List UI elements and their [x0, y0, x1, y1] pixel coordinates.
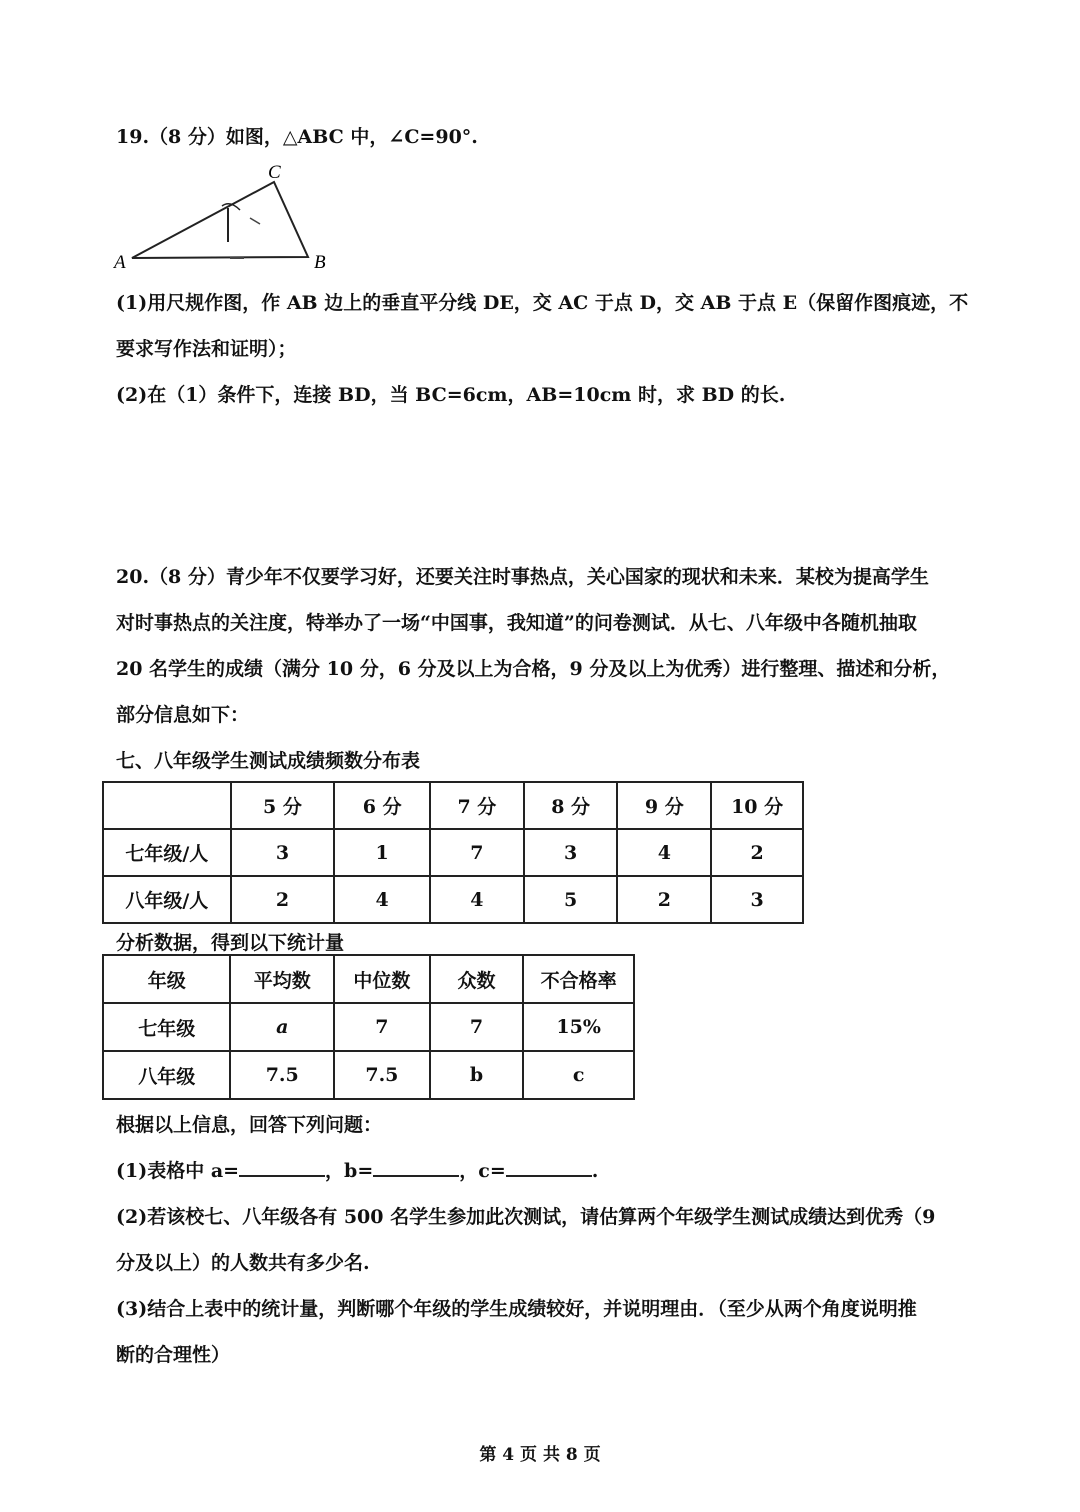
part1-end: . — [591, 1160, 599, 1182]
header-cell: 10 分 — [711, 782, 803, 829]
header-cell: 8 分 — [524, 782, 618, 829]
table-cell: 5 — [524, 876, 618, 923]
q20-ask: 根据以上信息，回答下列问题： — [116, 1114, 383, 1136]
q20-part3-line2: 断的合理性） — [116, 1344, 231, 1366]
q20-part1 — [116, 1156, 598, 1183]
table2-title: 分析数据，得到以下统计量 — [116, 932, 345, 954]
table-cell: 3 — [711, 876, 803, 923]
table-cell: 4 — [617, 829, 711, 876]
table-cell: 7 — [430, 1003, 524, 1051]
row-label: 七年级 — [103, 1003, 230, 1051]
header-cell: 中位数 — [334, 955, 430, 1003]
header-cell: 平均数 — [230, 955, 334, 1003]
row-label: 八年级/人 — [103, 876, 231, 923]
label-c: C — [268, 162, 281, 183]
q19-heading: 19.（8 分）如图，△ABC 中，∠C=90°. — [116, 126, 478, 148]
header-cell: 5 分 — [231, 782, 335, 829]
q20-part2-line1: (2)若该校七、八年级各有 500 名学生参加此次测试，请估算两个年级学生测试成绩达到优秀（9 — [116, 1206, 936, 1228]
answer-blank-c[interactable] — [506, 1157, 592, 1177]
table-cell: c — [523, 1051, 634, 1099]
table-row — [103, 1003, 634, 1051]
answer-blank-a[interactable] — [239, 1157, 325, 1177]
q19-part2: (2)在（1）条件下，连接 BD，当 BC=6cm，AB=10cm 时，求 BD 的长. — [116, 384, 786, 406]
table-cell: 2 — [231, 876, 335, 923]
table-cell: 15% — [523, 1003, 634, 1051]
triangle-abc — [132, 182, 308, 258]
table-cell: 2 — [711, 829, 803, 876]
q20-part3-line1: (3)结合上表中的统计量，判断哪个年级的学生成绩较好，并说明理由．（至少从两个角度说明推 — [116, 1298, 917, 1320]
header-cell — [103, 782, 231, 829]
statistics-header-row — [103, 955, 634, 1003]
table-cell: 7.5 — [334, 1051, 430, 1099]
table-cell: a — [230, 1003, 334, 1051]
part1-prefix: (1)表格中 a= — [116, 1160, 240, 1182]
table-cell: 4 — [430, 876, 524, 923]
part1-b-label: ，b= — [325, 1160, 374, 1182]
table-cell: 4 — [334, 876, 430, 923]
q20-line1: 20.（8 分）青少年不仅要学习好，还要关注时事热点，关心国家的现状和未来．某校为提高学生 — [116, 566, 929, 588]
q19-part1-line1: (1)用尺规作图，作 AB 边上的垂直平分线 DE，交 AC 于点 D，交 AB 于点 E（保留作图痕迹，不 — [116, 292, 969, 314]
statistics-table — [102, 954, 635, 1100]
table-cell: 7 — [430, 829, 524, 876]
part1-c-label: ，c= — [459, 1160, 506, 1182]
table-row — [103, 876, 803, 923]
table-cell: 3 — [231, 829, 335, 876]
table1-title: 七、八年级学生测试成绩频数分布表 — [116, 750, 421, 772]
header-cell: 9 分 — [617, 782, 711, 829]
header-cell: 众数 — [430, 955, 524, 1003]
construction-mark — [250, 218, 260, 224]
table-row — [103, 1051, 634, 1099]
label-a: A — [114, 252, 126, 273]
table-row — [103, 829, 803, 876]
page-footer: 第 4 页 共 8 页 — [479, 1445, 601, 1465]
table-cell: 2 — [617, 876, 711, 923]
q20-line4: 部分信息如下： — [116, 704, 250, 726]
header-cell: 6 分 — [334, 782, 430, 829]
header-cell: 7 分 — [430, 782, 524, 829]
q19-part1-line2: 要求写作法和证明）； — [116, 338, 297, 360]
row-label: 八年级 — [103, 1051, 230, 1099]
q20-part2-line2: 分及以上）的人数共有多少名. — [116, 1252, 370, 1274]
table-cell: 1 — [334, 829, 430, 876]
label-b: B — [314, 252, 326, 273]
q20-line2: 对时事热点的关注度，特举办了一场“中国事，我知道”的问卷测试．从七、八年级中各随机抽取 — [116, 612, 917, 634]
table-cell: 7 — [334, 1003, 430, 1051]
header-cell: 年级 — [103, 955, 230, 1003]
frequency-header-row — [103, 782, 803, 829]
frequency-table — [102, 781, 804, 924]
triangle-figure — [110, 160, 340, 275]
table-cell: 3 — [524, 829, 618, 876]
header-cell: 不合格率 — [523, 955, 634, 1003]
answer-blank-b[interactable] — [373, 1157, 459, 1177]
q20-line3: 20 名学生的成绩（满分 10 分，6 分及以上为合格，9 分及以上为优秀）进行整理、描述和分析， — [116, 658, 951, 680]
table-cell: b — [430, 1051, 524, 1099]
row-label: 七年级/人 — [103, 829, 231, 876]
table-cell: 7.5 — [230, 1051, 334, 1099]
